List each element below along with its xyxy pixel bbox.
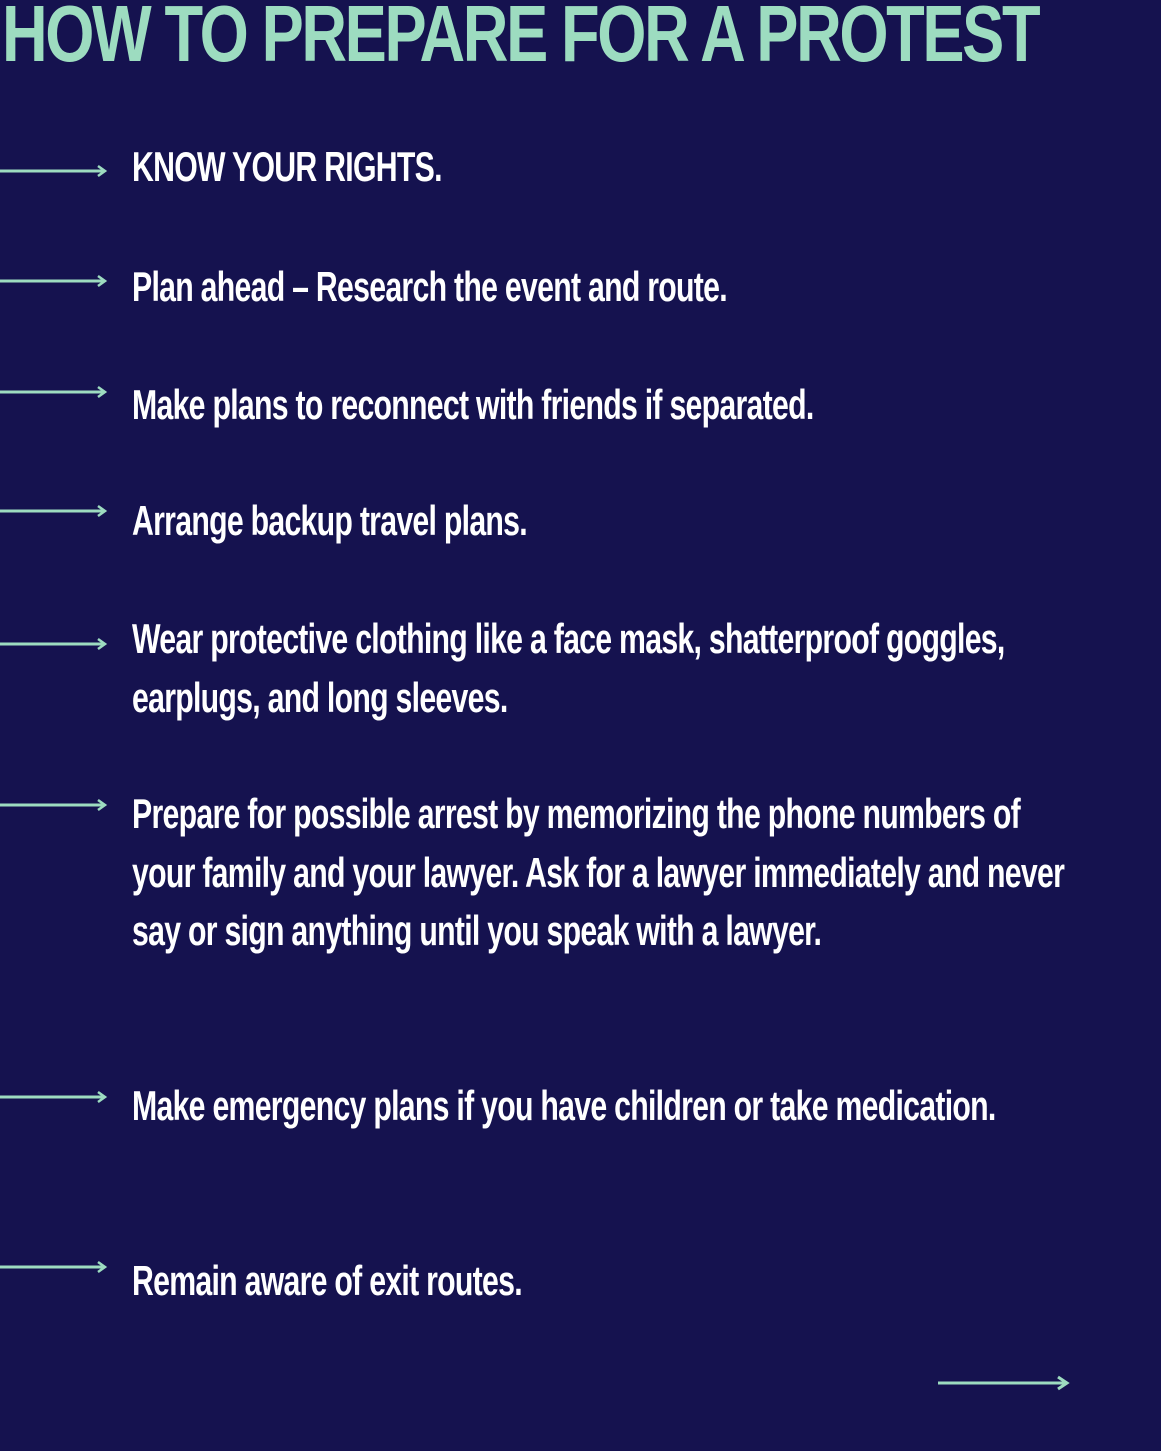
arrow-right-icon	[0, 1261, 108, 1273]
tip-text: Make plans to reconnect with friends if separated.	[132, 381, 814, 428]
arrow-right-icon	[0, 638, 108, 650]
arrow-right-icon	[0, 799, 108, 811]
arrow-right-icon	[0, 165, 108, 177]
tip-text: Wear protective clothing like a face mask, shatterproof goggles, earplugs, and long sleeves.	[132, 615, 1005, 721]
arrow-right-icon	[0, 1091, 108, 1103]
tip-text: Prepare for possible arrest by memorizing the phone numbers of your family and your lawyer. Ask for a lawyer immediately and never say or sign anything until you speak with a lawyer.	[132, 790, 1065, 954]
arrow-right-icon	[0, 275, 108, 287]
tip-text: Plan ahead – Research the event and route.	[132, 263, 727, 310]
next-arrow-icon[interactable]	[938, 1376, 1070, 1390]
tip-text: Remain aware of exit routes.	[132, 1257, 522, 1304]
page-title: HOW TO PREPARE FOR A PROTEST	[2, 0, 1039, 78]
arrow-right-icon	[0, 386, 108, 398]
tip-text: Arrange backup travel plans.	[132, 497, 527, 544]
tip-text: Make emergency plans if you have children or take medication.	[132, 1082, 996, 1129]
tip-text: KNOW YOUR RIGHTS.	[132, 143, 442, 190]
arrow-right-icon	[0, 505, 108, 517]
